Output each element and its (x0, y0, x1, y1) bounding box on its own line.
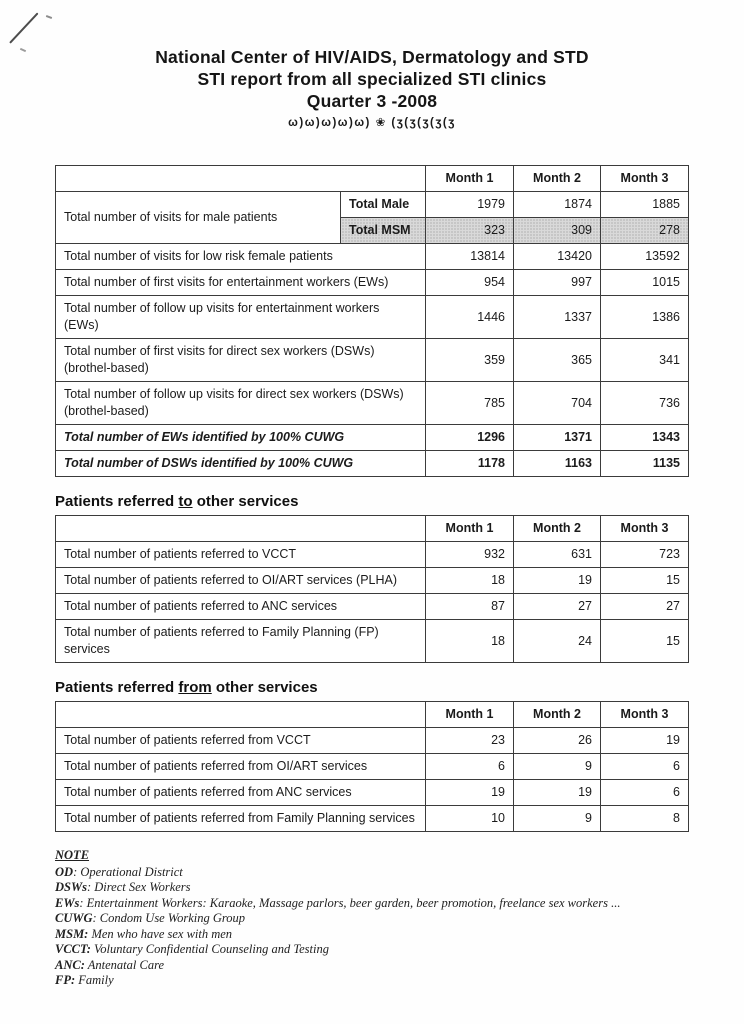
value-cell: 954 (426, 270, 514, 296)
value-cell: 1296 (426, 425, 514, 451)
note-definition: : Entertainment Workers: Karaoke, Massage parlors, beer garden, beer promotion, freelance sex workers ... (79, 895, 621, 910)
row-label-line-1: Total number of patients referred to Family Planning (FP) (64, 625, 379, 639)
heading-text: Patients referred (55, 679, 179, 696)
note-item (55, 880, 688, 896)
row-label: Total number of visits for male patients (56, 192, 341, 244)
heading-underlined-word: from (178, 679, 212, 696)
heading-text: other services (211, 679, 318, 696)
note-definition: : Condom Use Working Group (92, 911, 246, 925)
table-row (56, 780, 689, 806)
note-definition: Antenatal Care (84, 957, 165, 972)
value-cell: 13592 (601, 244, 689, 270)
value-cell: 18 (426, 568, 514, 594)
month-1-header: Month 1 (426, 702, 514, 728)
heading-underlined-word: to (178, 493, 193, 510)
month-2-header: Month 2 (514, 702, 601, 728)
value-cell: 736 (601, 382, 689, 425)
row-label-line-2: (brothel-based) (64, 404, 149, 418)
value-cell: 10 (426, 806, 514, 832)
table-row (56, 296, 689, 339)
note-definition: Voluntary Confidential Counseling and Testing (90, 942, 329, 956)
table-row-dsws-cuwg-total (56, 451, 689, 477)
report-title-line-2: STI report from all specialized STI clinics (197, 69, 547, 89)
value-cell: 1446 (426, 296, 514, 339)
value-cell: 9 (514, 754, 601, 780)
heading-text: Patients referred (55, 493, 179, 510)
value-cell: 323 (426, 218, 514, 244)
value-cell: 13814 (426, 244, 514, 270)
table-row-total-male (56, 192, 689, 218)
row-label: Total number of first visits for entertainment workers (EWs) (56, 270, 426, 296)
report-title-line-3: Quarter 3 -2008 (306, 91, 438, 111)
value-cell: 15 (601, 568, 689, 594)
notes-section (55, 848, 688, 989)
row-label: Total number of patients referred from VCCT (56, 728, 426, 754)
row-label-line-2: services (64, 642, 110, 656)
value-cell: 6 (426, 754, 514, 780)
row-label: Total number of patients referred from OI/ART services (56, 754, 426, 780)
value-cell: 87 (426, 594, 514, 620)
note-definition: Men who have sex with men (88, 926, 233, 941)
note-item (55, 927, 688, 943)
value-cell: 1874 (514, 192, 601, 218)
value-cell: 1343 (601, 425, 689, 451)
value-cell: 18 (426, 620, 514, 663)
table-row (56, 244, 689, 270)
hatched-header-cell (56, 516, 426, 542)
note-definition: : Direct Sex Workers (86, 880, 191, 894)
value-cell: 23 (426, 728, 514, 754)
note-item (55, 958, 688, 974)
report-title-line-1: National Center of HIV/AIDS, Dermatology and STD (155, 47, 589, 67)
month-3-header: Month 3 (601, 166, 689, 192)
note-abbr: DSWs (55, 880, 87, 894)
value-cell: 1337 (514, 296, 601, 339)
row-label-line-2: (brothel-based) (64, 361, 149, 375)
row-label: Total number of EWs identified by 100% CUWG (56, 425, 426, 451)
value-cell: 9 (514, 806, 601, 832)
note-item (55, 911, 688, 927)
table-row (56, 806, 689, 832)
table-row-ews-cuwg-total (56, 425, 689, 451)
hatched-header-cell (56, 702, 426, 728)
value-cell: 1371 (514, 425, 601, 451)
row-label: Total number of patients referred from ANC services (56, 780, 426, 806)
row-label: Total number of patients referred to VCCT (56, 542, 426, 568)
month-2-header: Month 2 (514, 166, 601, 192)
table-row (56, 382, 689, 425)
note-item (55, 865, 688, 881)
value-cell: 1015 (601, 270, 689, 296)
value-cell: 631 (514, 542, 601, 568)
month-2-header: Month 2 (514, 516, 601, 542)
khmer-ornament: ω)ω)ω)ω)ω) ❀ (ʒ(ʒ(ʒ(ʒ(ʒ (288, 117, 456, 129)
row-label-line-1: Total number of follow up visits for direct sex workers (DSWs) (64, 387, 404, 401)
value-cell: 15 (601, 620, 689, 663)
value-cell: 1885 (601, 192, 689, 218)
value-cell: 1163 (514, 451, 601, 477)
value-cell: 13420 (514, 244, 601, 270)
month-3-header: Month 3 (601, 516, 689, 542)
note-abbr: MSM: (55, 926, 89, 941)
value-cell: 1386 (601, 296, 689, 339)
value-cell: 19 (601, 728, 689, 754)
referred-to-table (55, 515, 689, 663)
section-heading-referred-from (55, 679, 744, 696)
month-3-header: Month 3 (601, 702, 689, 728)
value-cell: 19 (514, 568, 601, 594)
value-cell: 1135 (601, 451, 689, 477)
value-cell: 278 (601, 218, 689, 244)
table-header-row (56, 702, 689, 728)
table-row (56, 754, 689, 780)
visits-table (55, 165, 689, 477)
section-heading-referred-to (55, 493, 744, 510)
month-1-header: Month 1 (426, 166, 514, 192)
value-cell: 19 (426, 780, 514, 806)
row-label: Total number of DSWs identified by 100% CUWG (56, 451, 426, 477)
value-cell: 704 (514, 382, 601, 425)
value-cell: 1178 (426, 451, 514, 477)
table-row (56, 594, 689, 620)
note-abbr: OD (55, 864, 74, 879)
note-definition: : Operational District (73, 864, 183, 879)
value-cell: 8 (601, 806, 689, 832)
value-cell: 785 (426, 382, 514, 425)
note-abbr: ANC: (55, 957, 85, 972)
table-row (56, 542, 689, 568)
report-title-block (0, 0, 744, 129)
note-item (55, 942, 688, 958)
heading-text: other services (192, 493, 299, 510)
note-item (55, 896, 688, 912)
table-row (56, 270, 689, 296)
value-cell: 365 (514, 339, 601, 382)
table-row (56, 568, 689, 594)
note-abbr: CUWG (55, 911, 93, 925)
row-label: Total number of patients referred from Family Planning services (56, 806, 426, 832)
note-item (55, 973, 688, 989)
value-cell: 26 (514, 728, 601, 754)
table-header-row (56, 166, 689, 192)
row-label: Total number of visits for low risk female patients (56, 244, 426, 270)
value-cell: 6 (601, 780, 689, 806)
value-cell: 27 (601, 594, 689, 620)
value-cell: 24 (514, 620, 601, 663)
note-definition: Family (75, 973, 114, 987)
note-abbr: VCCT: (55, 942, 91, 956)
row-label-line-1: Total number of first visits for direct sex workers (DSWs) (64, 344, 375, 358)
row-label (56, 339, 426, 382)
value-cell: 27 (514, 594, 601, 620)
value-cell: 932 (426, 542, 514, 568)
value-cell: 1979 (426, 192, 514, 218)
notes-title: NOTE (55, 848, 90, 862)
value-cell: 997 (514, 270, 601, 296)
table-row (56, 339, 689, 382)
row-label (56, 620, 426, 663)
table-row (56, 728, 689, 754)
row-label: Total number of follow up visits for entertainment workers (EWs) (56, 296, 426, 339)
referred-from-table (55, 701, 689, 832)
row-label (56, 382, 426, 425)
hatched-header-cell (56, 166, 426, 192)
note-abbr: FP: (55, 973, 76, 987)
value-cell: 723 (601, 542, 689, 568)
value-cell: 19 (514, 780, 601, 806)
sub-row-label: Total Male (341, 192, 426, 218)
month-1-header: Month 1 (426, 516, 514, 542)
table-row (56, 620, 689, 663)
value-cell: 341 (601, 339, 689, 382)
row-label: Total number of patients referred to ANC services (56, 594, 426, 620)
note-abbr: EWs (55, 895, 80, 910)
table-header-row (56, 516, 689, 542)
value-cell: 6 (601, 754, 689, 780)
value-cell: 309 (514, 218, 601, 244)
value-cell: 359 (426, 339, 514, 382)
sub-row-label: Total MSM (341, 218, 426, 244)
row-label: Total number of patients referred to OI/ART services (PLHA) (56, 568, 426, 594)
